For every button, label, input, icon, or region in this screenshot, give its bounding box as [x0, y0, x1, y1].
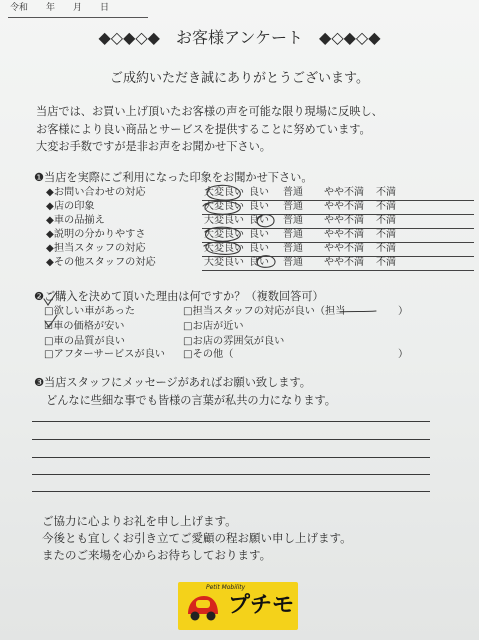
reason-checkbox[interactable]: □欲しい車があった	[44, 306, 136, 317]
rating-option[interactable]: 大変良い	[204, 187, 244, 198]
rating-item-label: ◆担当スタッフの対応	[46, 243, 146, 254]
rating-item-label: ◆店の印象	[46, 201, 95, 212]
rating-item-label: ◆説明の分かりやすさ	[46, 229, 146, 240]
message-line[interactable]	[32, 474, 430, 475]
store-logo	[178, 582, 298, 630]
rating-option[interactable]: 良い	[249, 215, 269, 226]
rating-option[interactable]: 普通	[283, 201, 303, 212]
rating-option[interactable]: 良い	[249, 257, 269, 268]
logo-small-text: Petit Mobility	[206, 584, 246, 591]
question-2: ❷ご購入を決めて頂いた理由は何ですか？（複数回答可）	[34, 290, 324, 303]
reason-checkbox[interactable]: □お店が近い	[183, 321, 244, 332]
question-1: ❶当店を実際にご利用になった印象をお聞かせ下さい。	[34, 171, 313, 184]
paren-close: ）	[398, 349, 409, 360]
rating-option[interactable]: 不満	[376, 215, 396, 226]
rating-option[interactable]: 良い	[249, 187, 269, 198]
rating-option[interactable]: 不満	[376, 187, 396, 198]
closing-line: ご協力に心よりお礼を申し上げます。	[42, 514, 237, 528]
message-line[interactable]	[32, 439, 430, 440]
rating-option[interactable]: やや不満	[324, 215, 364, 226]
question-3-sub: どんなに些細な事でも皆様の言葉が私共の力になります。	[46, 394, 336, 407]
closing-line: またのご来場を心からお待ちしております。	[42, 548, 272, 562]
rating-option[interactable]: 普通	[283, 257, 303, 268]
circle-mark	[204, 242, 240, 255]
rating-option[interactable]: 不満	[376, 243, 396, 254]
rating-option[interactable]: 大変良い	[204, 215, 244, 226]
message-line[interactable]	[32, 421, 430, 422]
date-field[interactable]: 令和 年 月 日	[10, 3, 110, 13]
rating-option[interactable]: 大変良い	[204, 257, 244, 268]
reason-checkbox[interactable]: □担当スタッフの対応が良い（担当	[183, 306, 346, 317]
rating-option[interactable]: 大変良い	[204, 201, 244, 212]
paren-close: ）	[398, 306, 409, 317]
closing-line: 今後とも宜しくお引き立てご愛顧の程お願い申し上げます。	[42, 531, 352, 545]
circle-mark	[257, 256, 275, 268]
circle-mark	[206, 185, 240, 200]
rating-option[interactable]: 大変良い	[204, 229, 244, 240]
rating-option[interactable]: やや不満	[324, 257, 364, 268]
rating-option[interactable]: 良い	[249, 201, 269, 212]
reason-checkbox[interactable]: □アフターサービスが良い	[44, 349, 165, 360]
message-line[interactable]	[32, 457, 430, 458]
rating-option[interactable]: 普通	[283, 229, 303, 240]
rating-item-label: ◆その他スタッフの対応	[46, 257, 156, 268]
rating-option[interactable]: やや不満	[324, 243, 364, 254]
reason-checkbox[interactable]: □車の品質が良い	[44, 336, 125, 347]
rating-option[interactable]: 普通	[283, 215, 303, 226]
rating-option[interactable]: やや不満	[324, 229, 364, 240]
rating-option[interactable]: 不満	[376, 257, 396, 268]
greeting-text: ご成約いただき誠にありがとうございます。	[110, 71, 369, 86]
rating-option[interactable]: 不満	[376, 229, 396, 240]
rating-item-label: ◆車の品揃え	[46, 215, 105, 226]
reason-checkbox[interactable]: □その他（	[183, 349, 234, 360]
rating-option[interactable]: 不満	[376, 201, 396, 212]
reason-checkbox[interactable]: □お店の雰囲気が良い	[183, 336, 285, 347]
intro-line: お客様により良い商品とサービスを提供することに努めています。	[36, 123, 371, 136]
intro-line: 当店では、お買い上げ頂いたお客様の声を可能な限り現場に反映し、	[36, 105, 383, 118]
rating-option[interactable]: やや不満	[324, 201, 364, 212]
circle-mark	[205, 227, 240, 241]
page-title: ◆◇◆◇◆ お客様アンケート ◆◇◆◇◆	[98, 28, 381, 47]
circle-mark	[257, 215, 274, 227]
message-line[interactable]	[32, 491, 430, 492]
intro-line: 大変お手数ですが是非お声をお聞かせ下さい。	[36, 140, 271, 153]
circle-mark	[203, 201, 240, 214]
rating-option[interactable]: 普通	[283, 243, 303, 254]
rating-option[interactable]: 良い	[249, 229, 269, 240]
car-logo-icon	[184, 592, 222, 624]
rating-option[interactable]: 大変良い	[204, 243, 244, 254]
question-3: ❸当店スタッフにメッセージがあればお願い致します。	[34, 376, 311, 389]
rating-option[interactable]: 普通	[283, 187, 303, 198]
rating-option[interactable]: やや不満	[324, 187, 364, 198]
logo-text: プチモ	[228, 593, 295, 618]
rating-option[interactable]: 良い	[249, 243, 269, 254]
reason-checkbox[interactable]: ☑車の価格が安い	[44, 321, 125, 332]
rating-item-label: ◆お問い合わせの対応	[46, 187, 146, 198]
